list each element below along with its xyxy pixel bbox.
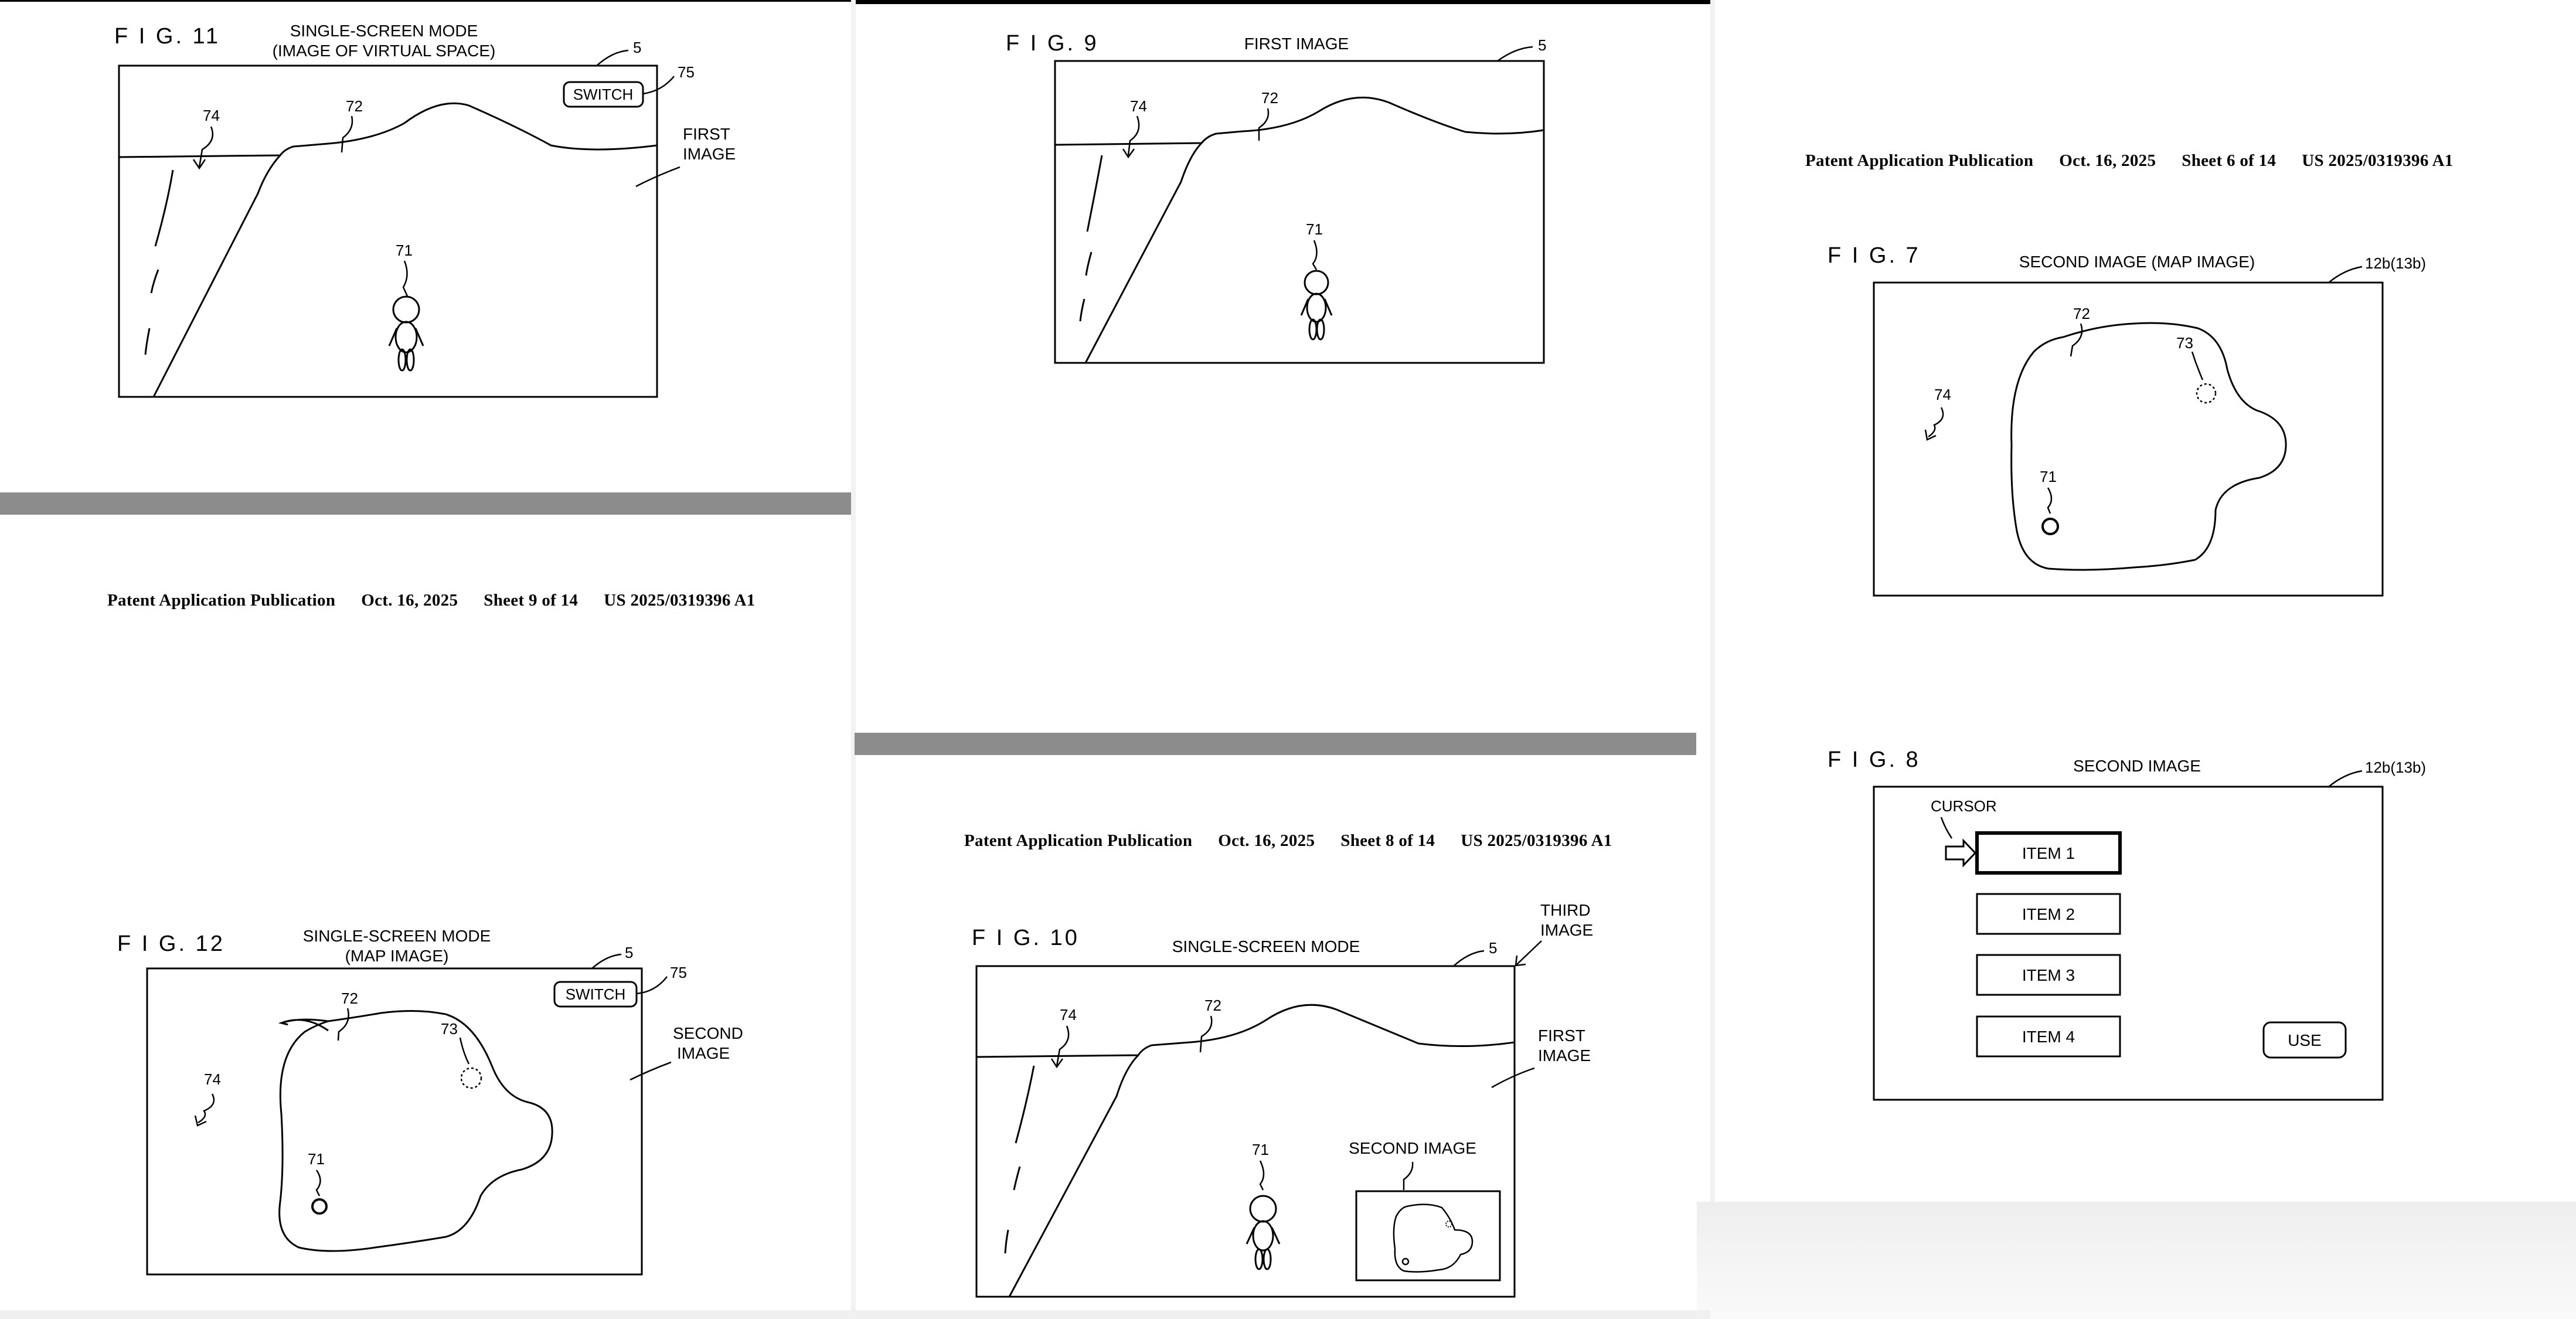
header-date: Oct. 16, 2025	[361, 591, 458, 610]
fig10-ref-72: 72	[1204, 997, 1221, 1014]
fig9-cliff	[1085, 143, 1202, 363]
fig11-ref-74: 74	[203, 107, 220, 124]
fig11-cliff-line3	[145, 328, 149, 355]
fig11-leader-74	[199, 127, 213, 167]
fig8-ref-screen: 12b(13b)	[2365, 759, 2427, 776]
figure-12	[117, 927, 743, 1274]
fig7-leader-73	[2192, 352, 2203, 380]
fig8-item-1-label: ITEM 1	[2022, 844, 2075, 862]
header-date: Oct. 16, 2025	[2059, 151, 2156, 170]
fig8-label: F I G. 8	[1828, 747, 1921, 772]
fig8-item-3-label: ITEM 3	[2022, 966, 2075, 984]
fig10-leader-71	[1260, 1161, 1264, 1190]
fig12-leader-72	[338, 1008, 349, 1041]
fig7-ref-71: 71	[2040, 468, 2057, 485]
fig12-ref-74: 74	[204, 1070, 221, 1088]
header-publication: Patent Application Publication	[964, 831, 1193, 850]
fig9-ref-71: 71	[1306, 220, 1323, 238]
fig12-switch-label: SWITCH	[565, 985, 626, 1003]
fig10-ref-71: 71	[1252, 1141, 1269, 1158]
fig8-cursor-arrow	[1946, 841, 1975, 865]
fig12-leader-73	[460, 1038, 469, 1064]
fig11-side-line2: IMAGE	[683, 145, 736, 163]
fig10-screen-frame	[976, 966, 1515, 1297]
fig11-leader-71	[403, 261, 407, 296]
fig10-side-line2: IMAGE	[1538, 1046, 1591, 1065]
fig10-side-line1: FIRST	[1538, 1026, 1585, 1045]
fig9-screen-frame	[1055, 61, 1544, 363]
fig7-ref-74: 74	[1934, 386, 1951, 403]
fig8-title: SECOND IMAGE	[2073, 757, 2201, 775]
fig10-cliff-line3	[1005, 1230, 1008, 1253]
fig12-leader-side	[630, 1062, 671, 1080]
figure-9	[1006, 31, 1546, 363]
fig11-leader-72	[342, 116, 352, 152]
fig7-leader-screen	[2329, 267, 2362, 283]
fig10-leader-inset	[1404, 1162, 1413, 1190]
fig11-side-line1: FIRST	[683, 125, 730, 143]
fig10-third-line2: IMAGE	[1540, 921, 1594, 939]
fig8-item-2-label: ITEM 2	[2022, 905, 2075, 923]
fig9-leader-72	[1259, 108, 1268, 141]
fig9-label: F I G. 9	[1006, 31, 1099, 56]
fig12-ref-screen: 5	[625, 944, 634, 961]
fig9-cliff-line2	[1086, 252, 1091, 276]
fig10-leader-72	[1200, 1016, 1212, 1052]
fig11-title-line1: SINGLE-SCREEN MODE	[290, 22, 478, 40]
fig11-screen-frame	[119, 66, 657, 397]
fig10-inset-player-marker	[1403, 1259, 1408, 1264]
fig8-item-4-label: ITEM 4	[2022, 1028, 2075, 1046]
fig12-ref-71: 71	[308, 1150, 325, 1168]
fig12-player-marker	[312, 1199, 326, 1213]
fig11-cliff	[154, 155, 280, 397]
fig12-ref-switch: 75	[670, 964, 687, 981]
fig10-title: SINGLE-SCREEN MODE	[1172, 937, 1360, 956]
fig8-leader-screen	[2329, 771, 2362, 787]
fig12-leader-74	[198, 1094, 214, 1123]
fig10-ref-screen: 5	[1489, 939, 1498, 957]
fig11-leader-screen	[597, 50, 628, 66]
fig12-island	[280, 1011, 553, 1251]
fig12-ref-72: 72	[341, 990, 358, 1007]
header-date: Oct. 16, 2025	[1218, 831, 1315, 850]
fig10-inset-island	[1394, 1204, 1472, 1272]
header-number: US 2025/0319396 A1	[604, 591, 756, 610]
fig11-label: F I G. 11	[114, 24, 221, 49]
fig12-ref-73: 73	[441, 1020, 458, 1038]
header-number: US 2025/0319396 A1	[2302, 151, 2454, 170]
fig8-use-label: USE	[2288, 1031, 2322, 1049]
fig9-ref-screen: 5	[1538, 36, 1547, 54]
fig10-third-line1: THIRD	[1540, 901, 1591, 919]
fig9-ref-72: 72	[1261, 89, 1278, 107]
figure-10	[972, 901, 1593, 1297]
fig10-character	[1247, 1196, 1280, 1269]
header-sheet: Sheet 6 of 14	[2182, 151, 2276, 170]
fig12-leader-71	[317, 1170, 321, 1196]
fig7-leader-74	[1928, 407, 1943, 437]
fig7-ref-73: 73	[2176, 334, 2193, 352]
header-number: US 2025/0319396 A1	[1461, 831, 1612, 850]
fig12-label: F I G. 12	[117, 932, 225, 956]
fig10-leader-side	[1492, 1068, 1534, 1087]
fig7-marker-73	[2197, 384, 2216, 403]
fig7-screen-frame	[1874, 283, 2383, 596]
fig12-marker-73	[461, 1068, 481, 1088]
fig9-ref-74: 74	[1130, 97, 1147, 115]
fig12-title-line2: (MAP IMAGE)	[345, 947, 449, 965]
fig10-arrow-third	[1517, 941, 1541, 964]
header-publication: Patent Application Publication	[107, 591, 336, 610]
fig11-title-line2: (IMAGE OF VIRTUAL SPACE)	[272, 42, 496, 60]
fig9-cliff-line3	[1080, 299, 1084, 321]
fig8-cursor-label: CURSOR	[1931, 797, 1997, 815]
fig10-inset-label: SECOND IMAGE	[1349, 1139, 1476, 1157]
fig11-ref-72: 72	[346, 97, 363, 115]
fig12-leader-screen	[592, 954, 621, 968]
fig7-label: F I G. 7	[1828, 243, 1921, 268]
fig8-leader-cursor	[1941, 817, 1952, 838]
fig12-title-line1: SINGLE-SCREEN MODE	[302, 927, 491, 945]
fig12-side-line1: SECOND	[673, 1024, 743, 1042]
fig11-character	[389, 297, 423, 370]
header-sheet: Sheet 9 of 14	[484, 591, 579, 610]
fig11-leader-switch	[643, 76, 674, 94]
fig11-cliff-line1	[155, 170, 173, 246]
fig9-character	[1301, 271, 1332, 339]
fig9-title: FIRST IMAGE	[1244, 35, 1349, 53]
fig7-title: SECOND IMAGE (MAP IMAGE)	[2019, 253, 2255, 271]
figure-7	[1828, 243, 2426, 596]
fig7-ref-screen: 12b(13b)	[2365, 254, 2427, 272]
fig10-ref-74: 74	[1060, 1006, 1077, 1024]
fig11-switch-label: SWITCH	[573, 86, 634, 103]
fig9-leader-screen	[1498, 47, 1533, 61]
figure-11	[114, 22, 736, 397]
fig11-horizon	[119, 103, 657, 157]
fig9-leader-71	[1313, 240, 1317, 270]
fig9-cliff-line1	[1087, 155, 1102, 232]
fig7-leader-72	[2071, 324, 2082, 356]
fig12-screen-frame	[147, 968, 642, 1274]
header-publication: Patent Application Publication	[1805, 151, 2034, 170]
fig10-cliff-line1	[1016, 1066, 1034, 1143]
fig11-ref-switch: 75	[678, 63, 695, 81]
fig11-ref-71: 71	[396, 242, 413, 259]
header-sheet: Sheet 8 of 14	[1340, 831, 1435, 850]
fig12-side-line2: IMAGE	[677, 1044, 730, 1062]
figure-8	[1828, 747, 2426, 1100]
fig11-ref-screen: 5	[633, 39, 642, 56]
fig7-ref-72: 72	[2073, 305, 2090, 322]
fig10-label: F I G. 10	[972, 926, 1080, 950]
fig11-cliff-line2	[151, 270, 158, 293]
fig10-horizon	[976, 1005, 1515, 1057]
fig7-player-marker	[2043, 519, 2058, 534]
fig7-leader-71	[2048, 488, 2051, 514]
fig8-screen-frame	[1874, 787, 2383, 1100]
fig10-cliff-line2	[1014, 1167, 1020, 1190]
fig9-horizon	[1055, 97, 1544, 145]
fig10-leader-screen	[1454, 951, 1484, 966]
